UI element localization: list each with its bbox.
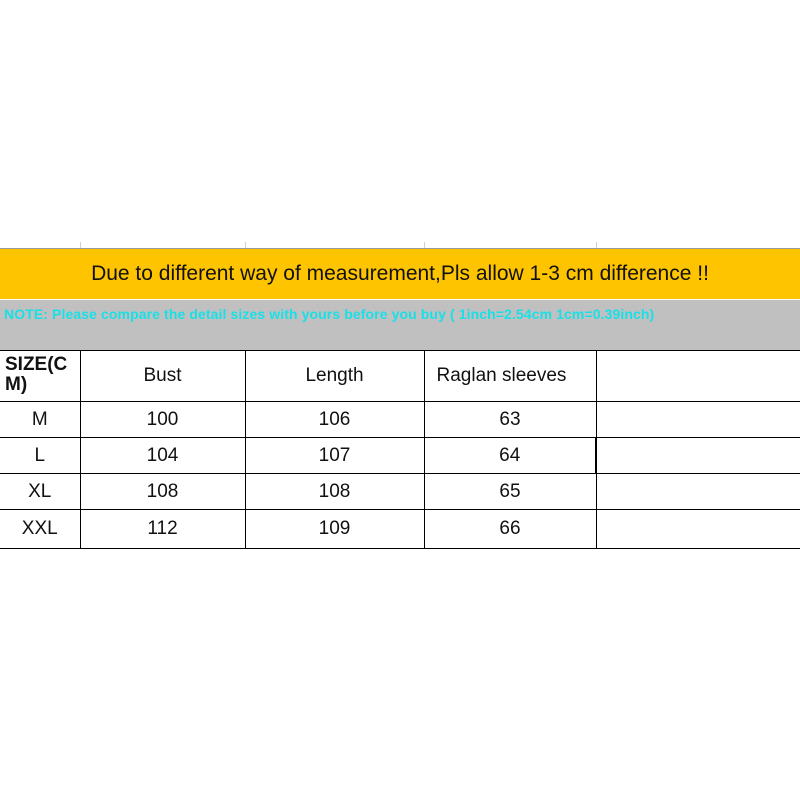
cell-size: M [0, 402, 80, 438]
header-bust: Bust [80, 351, 245, 402]
cell-length: 106 [245, 402, 424, 438]
cell-bust: 108 [80, 474, 245, 510]
cell-empty [596, 438, 800, 474]
cell-raglan: 64 [424, 438, 596, 474]
cell-empty [596, 402, 800, 438]
header-raglan-sleeves: Raglan sleeves [424, 351, 596, 402]
size-table [0, 350, 800, 549]
header-empty-cell [596, 351, 800, 402]
cell-raglan: 65 [424, 474, 596, 510]
table-row [0, 402, 800, 438]
cell-bust: 112 [80, 510, 245, 549]
cell-length: 107 [245, 438, 424, 474]
cell-bust: 104 [80, 438, 245, 474]
table-row [0, 474, 800, 510]
cell-length: 108 [245, 474, 424, 510]
table-header-row [0, 351, 800, 402]
header-size: SIZE(CM) [0, 351, 80, 402]
cell-length: 109 [245, 510, 424, 549]
cell-bust: 100 [80, 402, 245, 438]
table-row [0, 510, 800, 549]
cell-raglan: 66 [424, 510, 596, 549]
size-note: NOTE: Please compare the detail sizes with yours before you buy ( 1inch=2.54cm 1cm=0.39inch) [0, 300, 800, 350]
cell-empty [596, 474, 800, 510]
cell-size: XXL [0, 510, 80, 549]
table-row [0, 438, 800, 474]
cell-raglan: 63 [424, 402, 596, 438]
cell-size: XL [0, 474, 80, 510]
cell-empty [596, 510, 800, 549]
cell-size: L [0, 438, 80, 474]
measurement-banner: Due to different way of measurement,Pls allow 1-3 cm difference !! [0, 248, 800, 299]
header-length: Length [245, 351, 424, 402]
